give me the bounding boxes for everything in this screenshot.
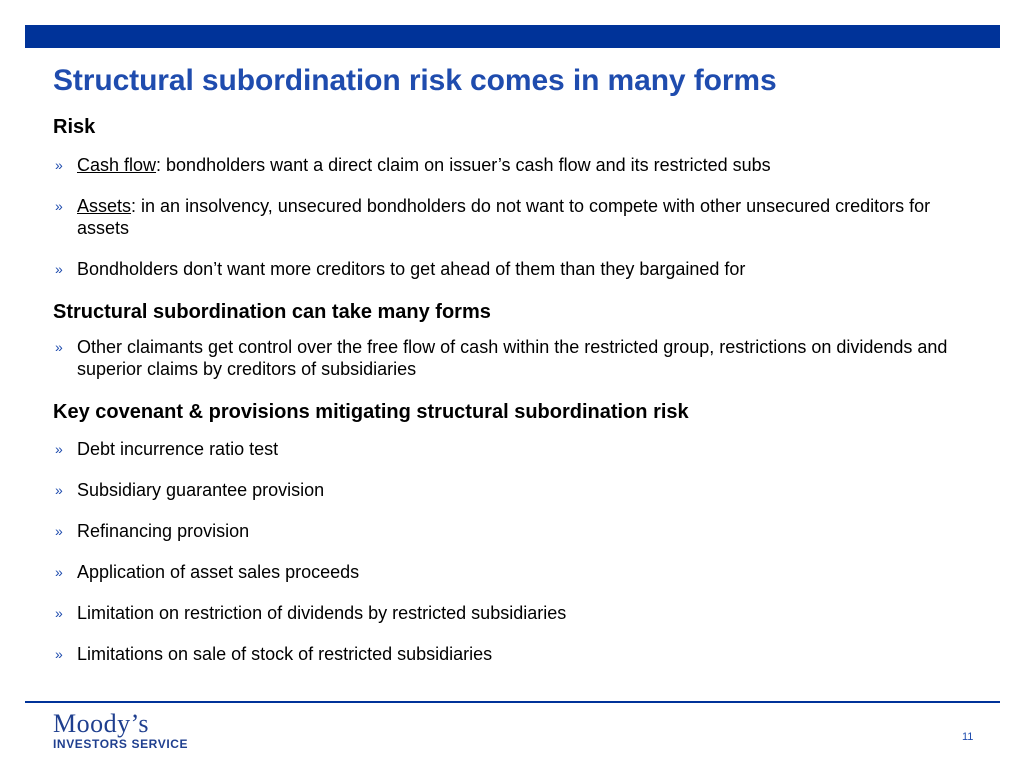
bullet-text: Other claimants get control over the free flow of cash within the restricted group, restrictions on dividends and superior claims by creditors of subsidiaries [77,337,948,379]
section-heading-covenants: Key covenant & provisions mitigating structural subordination risk [53,401,689,423]
bullet-marker-icon: » [55,523,63,539]
bullet-text: Debt incurrence ratio test [77,439,279,459]
bullet-text: Limitations on sale of stock of restricted subsidiaries [77,644,493,664]
bullet-marker-icon: » [55,564,63,580]
logo-wordmark: Moody’s [53,709,149,738]
bullet-item [53,643,983,665]
bullet-text: Refinancing provision [77,521,250,541]
moodys-logo [53,711,188,751]
bullet-item [53,520,983,542]
logo-subtitle: INVESTORS SERVICE [53,737,189,751]
bullet-text: : in an insolvency, unsecured bondholders do not want to compete with other unsecured creditors for assets [77,196,931,238]
header-bar [25,25,1000,48]
bullet-marker-icon: » [55,157,63,173]
bullet-text: Bondholders don’t want more creditors to get ahead of them than they bargained for [77,259,746,279]
bullet-text: Application of asset sales proceeds [77,562,360,582]
bullet-lead-term: Assets [77,196,132,216]
bullet-item [53,336,983,380]
forms-bullet-list [53,336,983,380]
section-heading-risk: Risk [53,116,96,138]
bullet-lead-term: Cash flow [77,155,157,175]
covenants-bullet-list [53,438,983,665]
bullet-item [53,479,983,501]
footer-rule [25,701,1000,703]
risk-bullet-list [53,154,983,280]
bullet-item [53,154,983,176]
section-heading-forms: Structural subordination can take many forms [53,301,491,323]
bullet-marker-icon: » [55,261,63,277]
bullet-marker-icon: » [55,605,63,621]
bullet-text: : bondholders want a direct claim on issuer’s cash flow and its restricted subs [156,155,771,175]
bullet-item [53,438,983,460]
bullet-marker-icon: » [55,482,63,498]
bullet-item [53,561,983,583]
slide-title: Structural subordination risk comes in many forms [53,64,777,97]
bullet-item [53,195,983,239]
bullet-item [53,258,983,280]
bullet-marker-icon: » [55,198,63,214]
bullet-text: Subsidiary guarantee provision [77,480,325,500]
bullet-marker-icon: » [55,339,63,355]
bullet-marker-icon: » [55,441,63,457]
bullet-marker-icon: » [55,646,63,662]
page-number: 11 [962,731,974,743]
bullet-text: Limitation on restriction of dividends by restricted subsidiaries [77,603,567,623]
slide-content [53,113,983,665]
bullet-item [53,602,983,624]
